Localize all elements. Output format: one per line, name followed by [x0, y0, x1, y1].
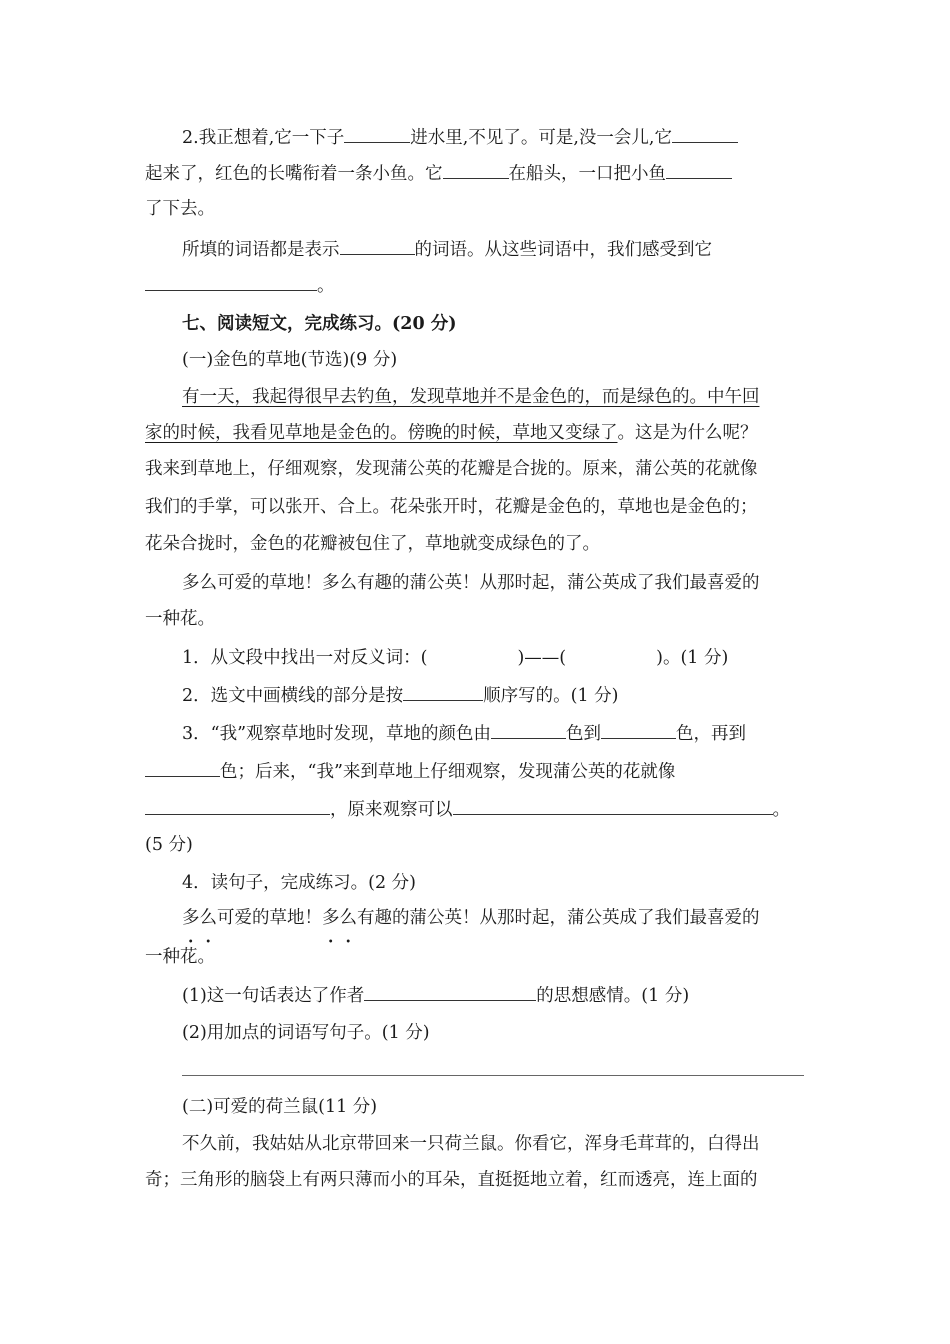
passage1-line5: 花朵合拢时，金色的花瓣被包住了，草地就变成绿色的了。 [145, 534, 600, 554]
text: 的思想感情。(1 分) [536, 986, 690, 1006]
question-3-line3 [145, 796, 807, 823]
text: )。(1 分) [656, 648, 729, 668]
text: 有趣的蒲公英！从那时起，蒲公英成了我们最喜爱的 [357, 908, 760, 928]
text: )——( [517, 648, 567, 668]
dotted-char: 么 [339, 908, 357, 928]
passage1-p2-line1: 多么可爱的草地！多么有趣的蒲公英！从那时起，蒲公英成了我们最喜爱的 [182, 573, 760, 593]
text: 1．从文段中找出一对反义词：( [182, 648, 428, 668]
underlined-text: 家的时候，我看见草地是金色的。傍晚的时候，草地又变绿了 [145, 423, 618, 443]
text: 色；后来，“我”来到草地上仔细观察，发现蒲公英的花就像 [220, 762, 676, 782]
underlined-text: 有一天，我起得很早去钓鱼，发现草地并不是金色的，而是绿色的。中午回 [182, 387, 760, 407]
text: 顺序写的。(1 分) [483, 686, 619, 706]
passage2-line1: 不久前，我姑姑从北京带回来一只荷兰鼠。你看它，浑身毛茸茸的，白得出 [182, 1134, 760, 1154]
text: 在船头，一口把小鱼 [508, 164, 666, 184]
q6-2-line2 [145, 160, 807, 187]
text: (1)这一句话表达了作者 [182, 986, 365, 1006]
passage2-line2: 奇；三角形的脑袋上有两只薄而小的耳朵，直挺挺地立着，红而透亮，连上面的 [145, 1170, 758, 1190]
text: 色，再到 [676, 724, 747, 744]
answer-blank[interactable] [666, 160, 732, 179]
passage1-line3: 我来到草地上，仔细观察，发现蒲公英的花瓣是合拢的。原来，蒲公英的花就像 [145, 459, 758, 479]
answer-blank[interactable] [364, 982, 536, 1001]
question-3-line2 [145, 758, 807, 785]
text: 3．“我”观察草地时发现，草地的颜色由 [182, 724, 492, 744]
text: ，原来观察可以 [330, 800, 453, 820]
text: 进水里,不见了。可是,没一会儿,它 [410, 128, 672, 148]
text: 所填的词语都是表示 [182, 240, 340, 260]
q6-2-line5 [145, 272, 807, 299]
answer-blank[interactable] [403, 682, 483, 701]
text: 的词语。从这些词语中，我们感受到它 [414, 240, 712, 260]
text: 起来了，红色的长嘴衔着一条小鱼。它 [145, 164, 443, 184]
answer-blank[interactable] [344, 124, 410, 143]
answer-blank[interactable] [601, 720, 676, 739]
text: 。这是为什么呢？ [617, 423, 758, 443]
text: 色到 [566, 724, 602, 744]
q6-2-line4 [182, 236, 807, 263]
question-3-score: (5 分) [145, 835, 193, 855]
text: 2.我正想着,它一下子 [182, 128, 345, 148]
passage1-line2 [145, 420, 807, 446]
question-3-line1 [182, 720, 807, 747]
dotted-char: 么 [199, 908, 217, 928]
question-4-sentence-line2: 一种花。 [145, 947, 215, 967]
answer-blank[interactable] [145, 272, 317, 291]
question-4-sub1 [182, 982, 807, 1009]
q6-2-line1 [182, 124, 807, 151]
answer-blank[interactable] [491, 720, 566, 739]
answer-blank[interactable] [145, 796, 330, 815]
question-4-sentence-line1 [182, 905, 807, 931]
text: 。 [772, 800, 790, 820]
part-2-title: (二)可爱的荷兰鼠(11 分) [182, 1097, 378, 1117]
section-7-title: 七、阅读短文，完成练习。(20 分) [182, 314, 457, 334]
dotted-char: 多 [182, 908, 200, 928]
question-4-sub2: (2)用加点的词语写句子。(1 分) [182, 1023, 430, 1043]
question-1 [182, 645, 807, 671]
part-1-title: (一)金色的草地(节选)(9 分) [182, 350, 398, 370]
dotted-char: 多 [322, 908, 340, 928]
answer-blank[interactable] [453, 796, 773, 815]
answer-line[interactable] [182, 1075, 804, 1076]
answer-blank[interactable] [672, 124, 738, 143]
text: 可爱的草地！ [217, 908, 322, 928]
text: 2．选文中画横线的部分是按 [182, 686, 404, 706]
q6-2-line3: 了下去。 [145, 199, 215, 219]
passage1-line4: 我们的手掌，可以张开、合上。花朵张开时，花瓣是金色的，草地也是金色的； [145, 497, 758, 517]
text: 。 [317, 276, 335, 296]
question-2 [182, 682, 807, 709]
passage1-p2-line2: 一种花。 [145, 609, 215, 629]
passage1-line1 [182, 384, 807, 410]
question-4-title: 4．读句子，完成练习。(2 分) [182, 873, 416, 893]
answer-blank[interactable] [340, 236, 415, 255]
answer-blank[interactable] [443, 160, 509, 179]
answer-blank[interactable] [145, 758, 220, 777]
